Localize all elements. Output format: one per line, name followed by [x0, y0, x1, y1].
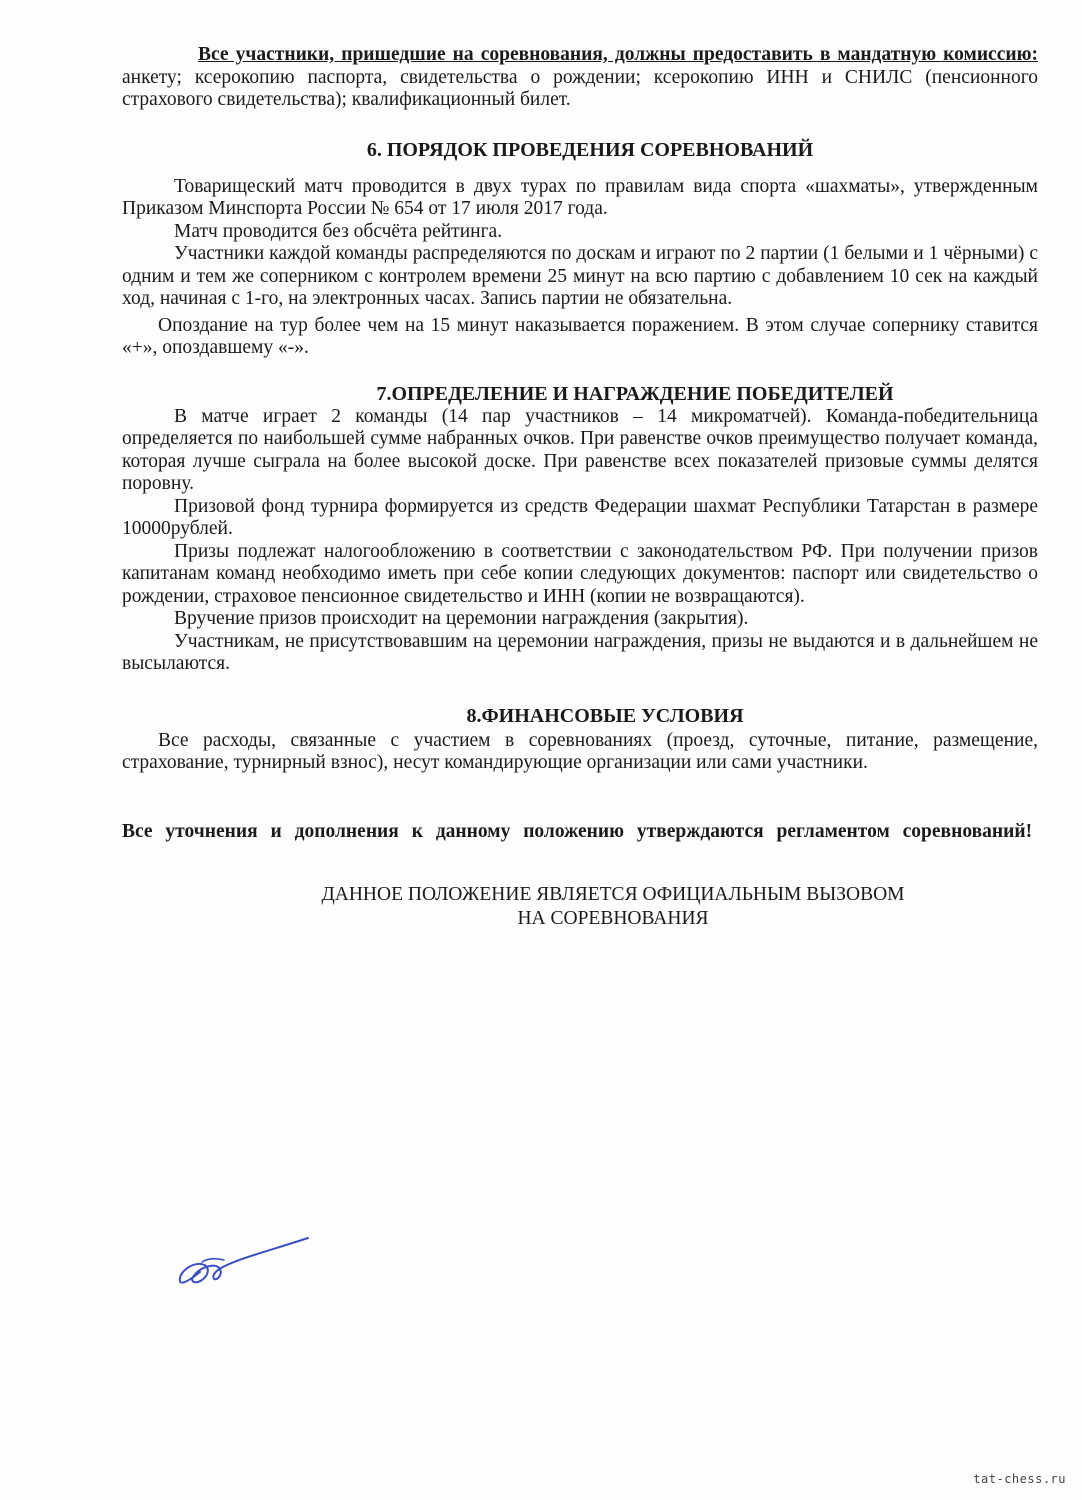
final-note: Все уточнения и дополнения к данному положению утверждаются регламентом соревнований! [122, 820, 1033, 842]
document-body [122, 44, 1038, 931]
section-8-title: 8.ФИНАНСОВЫЕ УСЛОВИЯ [466, 704, 744, 727]
section-8-paragraph: Все расходы, связанные с участием в соревнованиях (проезд, суточные, питание, размещение, страхование, турнирный взнос), несут командирующие организации или сами участники. [122, 729, 1038, 773]
section-6-paragraph: Участники каждой команды распределяются по доскам и играют по 2 партии (1 белыми и 1 чёрными) с одним и тем же соперником с контролем времени 25 минут на всю партию с добавлением 10 сек на каждый ход, начиная с 1-го, на электронных часах. Запись партии не обязательна. [122, 243, 1038, 309]
handwritten-signature [172, 1232, 312, 1292]
site-watermark: tat-chess.ru [973, 1472, 1066, 1486]
section-7-paragraph: В матче играет 2 команды (14 пар участников – 14 микроматчей). Команда-победительница определяется по наибольшей сумме набранных очков. При равенстве очков преимущество получает команда, которая лучше сыграла на более высокой доске. При равенстве всех показателей призовые суммы делятся поровну. [122, 405, 1038, 494]
section-6-paragraph: Опоздание на тур более чем на 15 минут наказывается поражением. В этом случае сопернику ставится «+», опоздавшему «-». [122, 314, 1038, 358]
intro-requirement-list: анкету; ксерокопию паспорта, свидетельства о рождении; ксерокопию ИНН и СНИЛС (пенсионного страхового свидетельства); квалификационный билет. [122, 66, 1038, 110]
section-7-paragraph: Призовой фонд турнира формируется из средств Федерации шахмат Республики Татарстан в размере 10000рублей. [122, 495, 1038, 539]
official-call-line-1: ДАННОЕ ПОЛОЖЕНИЕ ЯВЛЯЕТСЯ ОФИЦИАЛЬНЫМ ВЫЗОВОМ [321, 884, 905, 905]
intro-requirement-heading: Все участники, пришедшие на соревнования, должны предоставить в мандатную комиссию: [198, 44, 1038, 65]
official-call-line-2: НА СОРЕВНОВАНИЯ [517, 908, 709, 929]
section-6-title: 6. ПОРЯДОК ПРОВЕДЕНИЯ СОРЕВНОВАНИЙ [366, 138, 814, 161]
section-6-paragraph: Матч проводится без обсчёта рейтинга. [174, 220, 503, 242]
section-6-paragraph: Товарищеский матч проводится в двух турах по правилам вида спорта «шахматы», утвержденным Приказом Минспорта России № 654 от 17 июля 2017 года. [122, 175, 1038, 219]
section-7-paragraph: Участникам, не присутствовавшим на церемонии награждения, призы не выдаются и в дальнейшем не высылаются. [122, 630, 1038, 674]
section-7-paragraph: Вручение призов происходит на церемонии награждения (закрытия). [174, 608, 749, 629]
section-7-paragraph: Призы подлежат налогообложению в соответствии с законодательством РФ. При получении призов капитанам команд необходимо иметь при себе копии следующих документов: паспорт или свидетельство о рождении, страховое пенсионное свидетельство и ИНН (копии не возвращаются). [122, 540, 1038, 607]
intro-paragraph [122, 44, 1038, 112]
section-7-title: 7.ОПРЕДЕЛЕНИЕ И НАГРАЖДЕНИЕ ПОБЕДИТЕЛЕЙ [376, 382, 894, 405]
official-call-notice [122, 883, 1038, 931]
